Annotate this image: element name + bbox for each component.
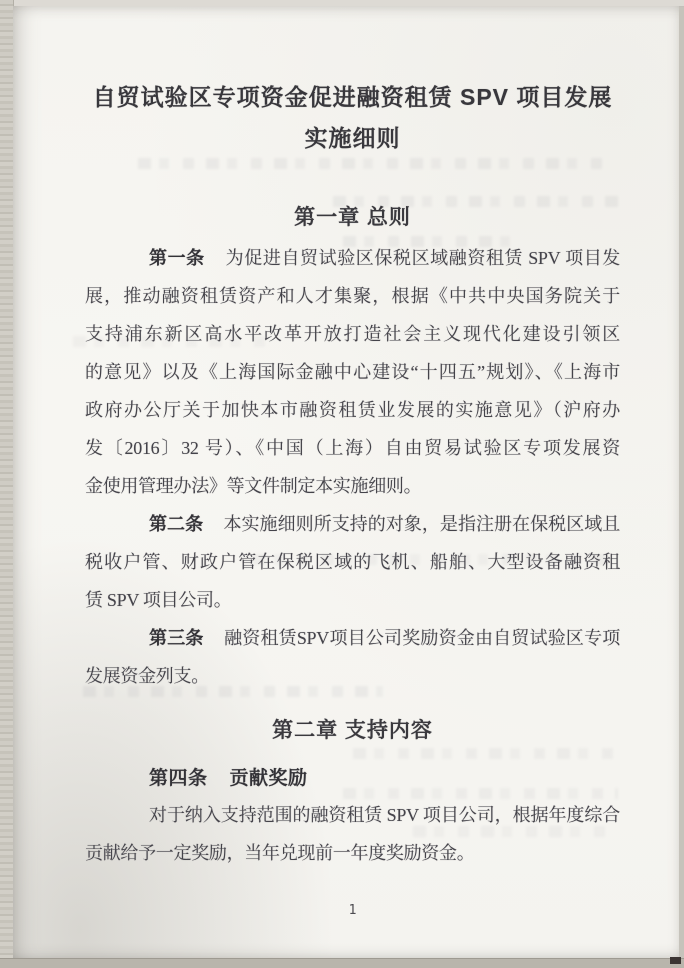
paragraph-text: 融资租赁SPV项目公司奖励资金由自贸试验区专项 [223,628,620,648]
paragraph-line [85,505,620,543]
scan-corner-mark [670,957,681,964]
paragraph-line: 发展资金列支。 [85,666,209,686]
document-title-line1: 自贸试验区专项资金促进融资租赁 SPV 项目发展 [92,84,613,110]
article-3-label: 第三条 [149,628,204,648]
paragraph-line: 对于纳入支持范围的融资租赁 SPV 项目公司，根据年度综合 [149,805,620,825]
paragraph-line: 发〔2016〕32 号）、《中国（上海）自由贸易试验区专项发展资 [85,438,620,458]
article-3 [85,619,620,695]
paragraph-line: 支持浦东新区高水平改革开放打造社会主义现代化建设引领区 [85,324,620,344]
paragraph-line: 政府办公厅关于加快本市融资租赁业发展的实施意见》（沪府办 [85,400,620,420]
paragraph-line: 赁 SPV 项目公司。 [85,590,232,610]
chapter-2-heading: 第二章 支持内容 [272,719,433,742]
scan-left-edge [0,0,14,967]
chapter-1-heading: 第一章 总则 [294,206,411,229]
article-2-label: 第二条 [149,514,204,534]
paragraph-line: 贡献给予一定奖励，当年兑现前一年度奖励资金。 [85,843,475,863]
scanned-page [13,6,679,958]
article-4-body [85,796,620,872]
paragraph-line: 的意见》以及《上海国际金融中心建设“十四五”规划》、《上海市 [85,362,620,382]
paragraph-line [85,239,620,277]
article-1-label: 第一条 [149,248,205,268]
page-number: 1 [348,903,357,918]
ink-bleed-artifact [353,748,618,759]
paragraph-line: 金使用管理办法》等文件制定本实施细则。 [85,476,422,496]
paragraph-line: 展，推动融资租赁资产和人才集聚，根据《中共中央国务院关于 [85,286,620,306]
article-4-heading [85,760,620,798]
paragraph-line [85,619,620,657]
paragraph-line: 税收户管、财政户管在保税区域的飞机、船舶、大型设备融资租 [85,552,620,572]
article-2 [85,505,620,619]
paragraph-text: 为促进自贸试验区保税区域融资租赁 SPV 项目发 [224,248,620,268]
document-title-line2: 实施细则 [304,125,401,151]
article-4-subtitle: 贡献奖励 [229,768,308,789]
article-1 [85,239,620,505]
article-4-label: 第四条 [149,768,208,789]
ink-bleed-artifact [138,158,608,169]
paragraph-text: 本实施细则所支持的对象，是指注册在保税区域且 [223,514,620,534]
article-heading-line [85,760,620,798]
